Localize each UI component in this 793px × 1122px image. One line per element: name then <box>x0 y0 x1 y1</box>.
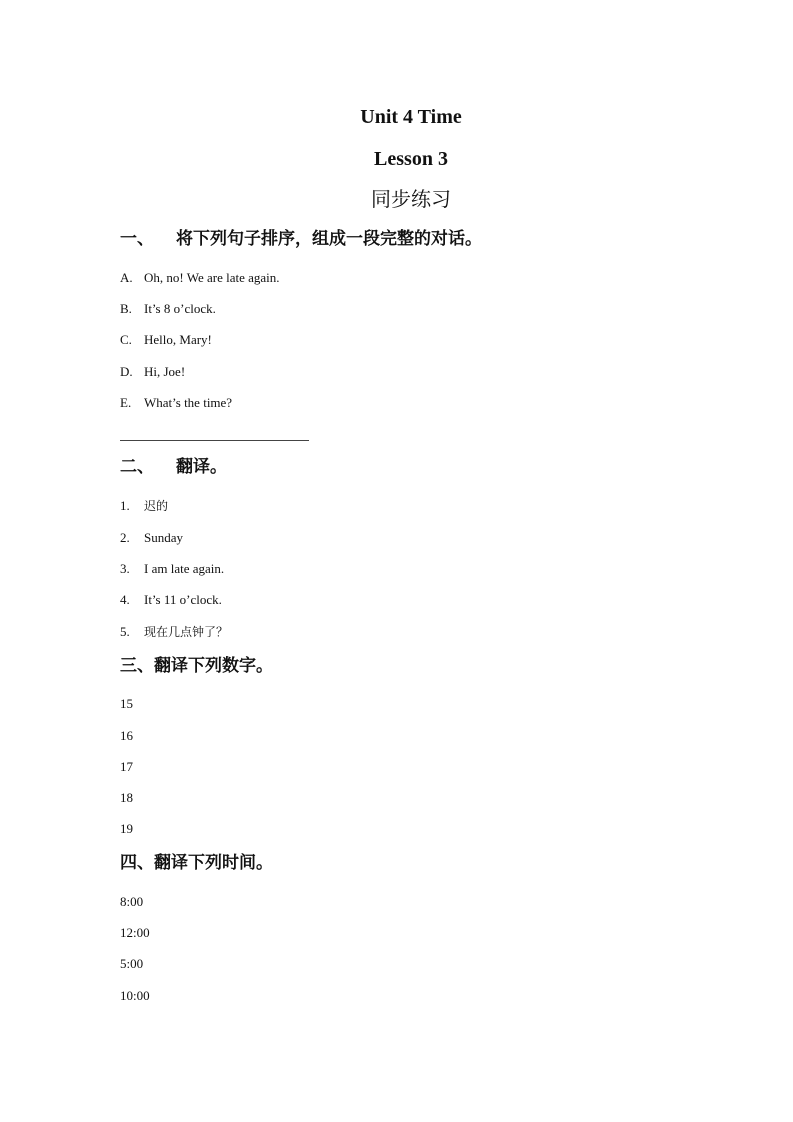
section-2-heading <box>120 459 227 476</box>
section-title: 将下列句子排序，组成一段完整的对话。 <box>176 229 482 249</box>
list-item: 1. 迟的 <box>120 498 169 513</box>
section-title: 翻译下列时间。 <box>154 853 273 873</box>
list-item: 8:00 <box>120 894 144 909</box>
section-title: 翻译。 <box>176 457 227 477</box>
section-3-heading <box>120 658 273 675</box>
section-4-heading <box>120 855 273 872</box>
section-number: 三、 <box>120 656 154 676</box>
list-item: 5:00 <box>120 956 144 971</box>
list-item: 17 <box>120 759 133 774</box>
list-item: C. Hello, Mary! <box>120 332 212 347</box>
section-number: 一、 <box>120 229 154 249</box>
list-item: 4. It’s 11 o’clock. <box>120 592 222 607</box>
list-item: 3. I am late again. <box>120 561 225 576</box>
section-number: 四、 <box>120 853 154 873</box>
document-title: Unit 4 Time <box>360 106 462 128</box>
list-item: 16 <box>120 728 133 743</box>
section-title: 翻译下列数字。 <box>154 656 273 676</box>
list-item: 15 <box>120 696 133 711</box>
section-number: 二、 <box>120 457 154 477</box>
list-item: B. It’s 8 o’clock. <box>120 301 216 316</box>
lesson-title: Lesson 3 <box>374 148 448 170</box>
document-subtitle: 同步练习 <box>371 187 451 211</box>
list-item: 19 <box>120 821 133 836</box>
list-item: 12:00 <box>120 925 150 940</box>
list-item: E. What’s the time? <box>120 395 233 410</box>
list-item: 10:00 <box>120 988 150 1003</box>
list-item: A. Oh, no! We are late again. <box>120 270 280 285</box>
list-item: 5. 现在几点钟了？ <box>120 624 229 639</box>
list-item: 18 <box>120 790 133 805</box>
list-item: D. Hi, Joe! <box>120 364 186 379</box>
section-1-heading <box>120 231 482 248</box>
list-item: 2. Sunday <box>120 530 183 545</box>
answer-line <box>120 440 309 441</box>
